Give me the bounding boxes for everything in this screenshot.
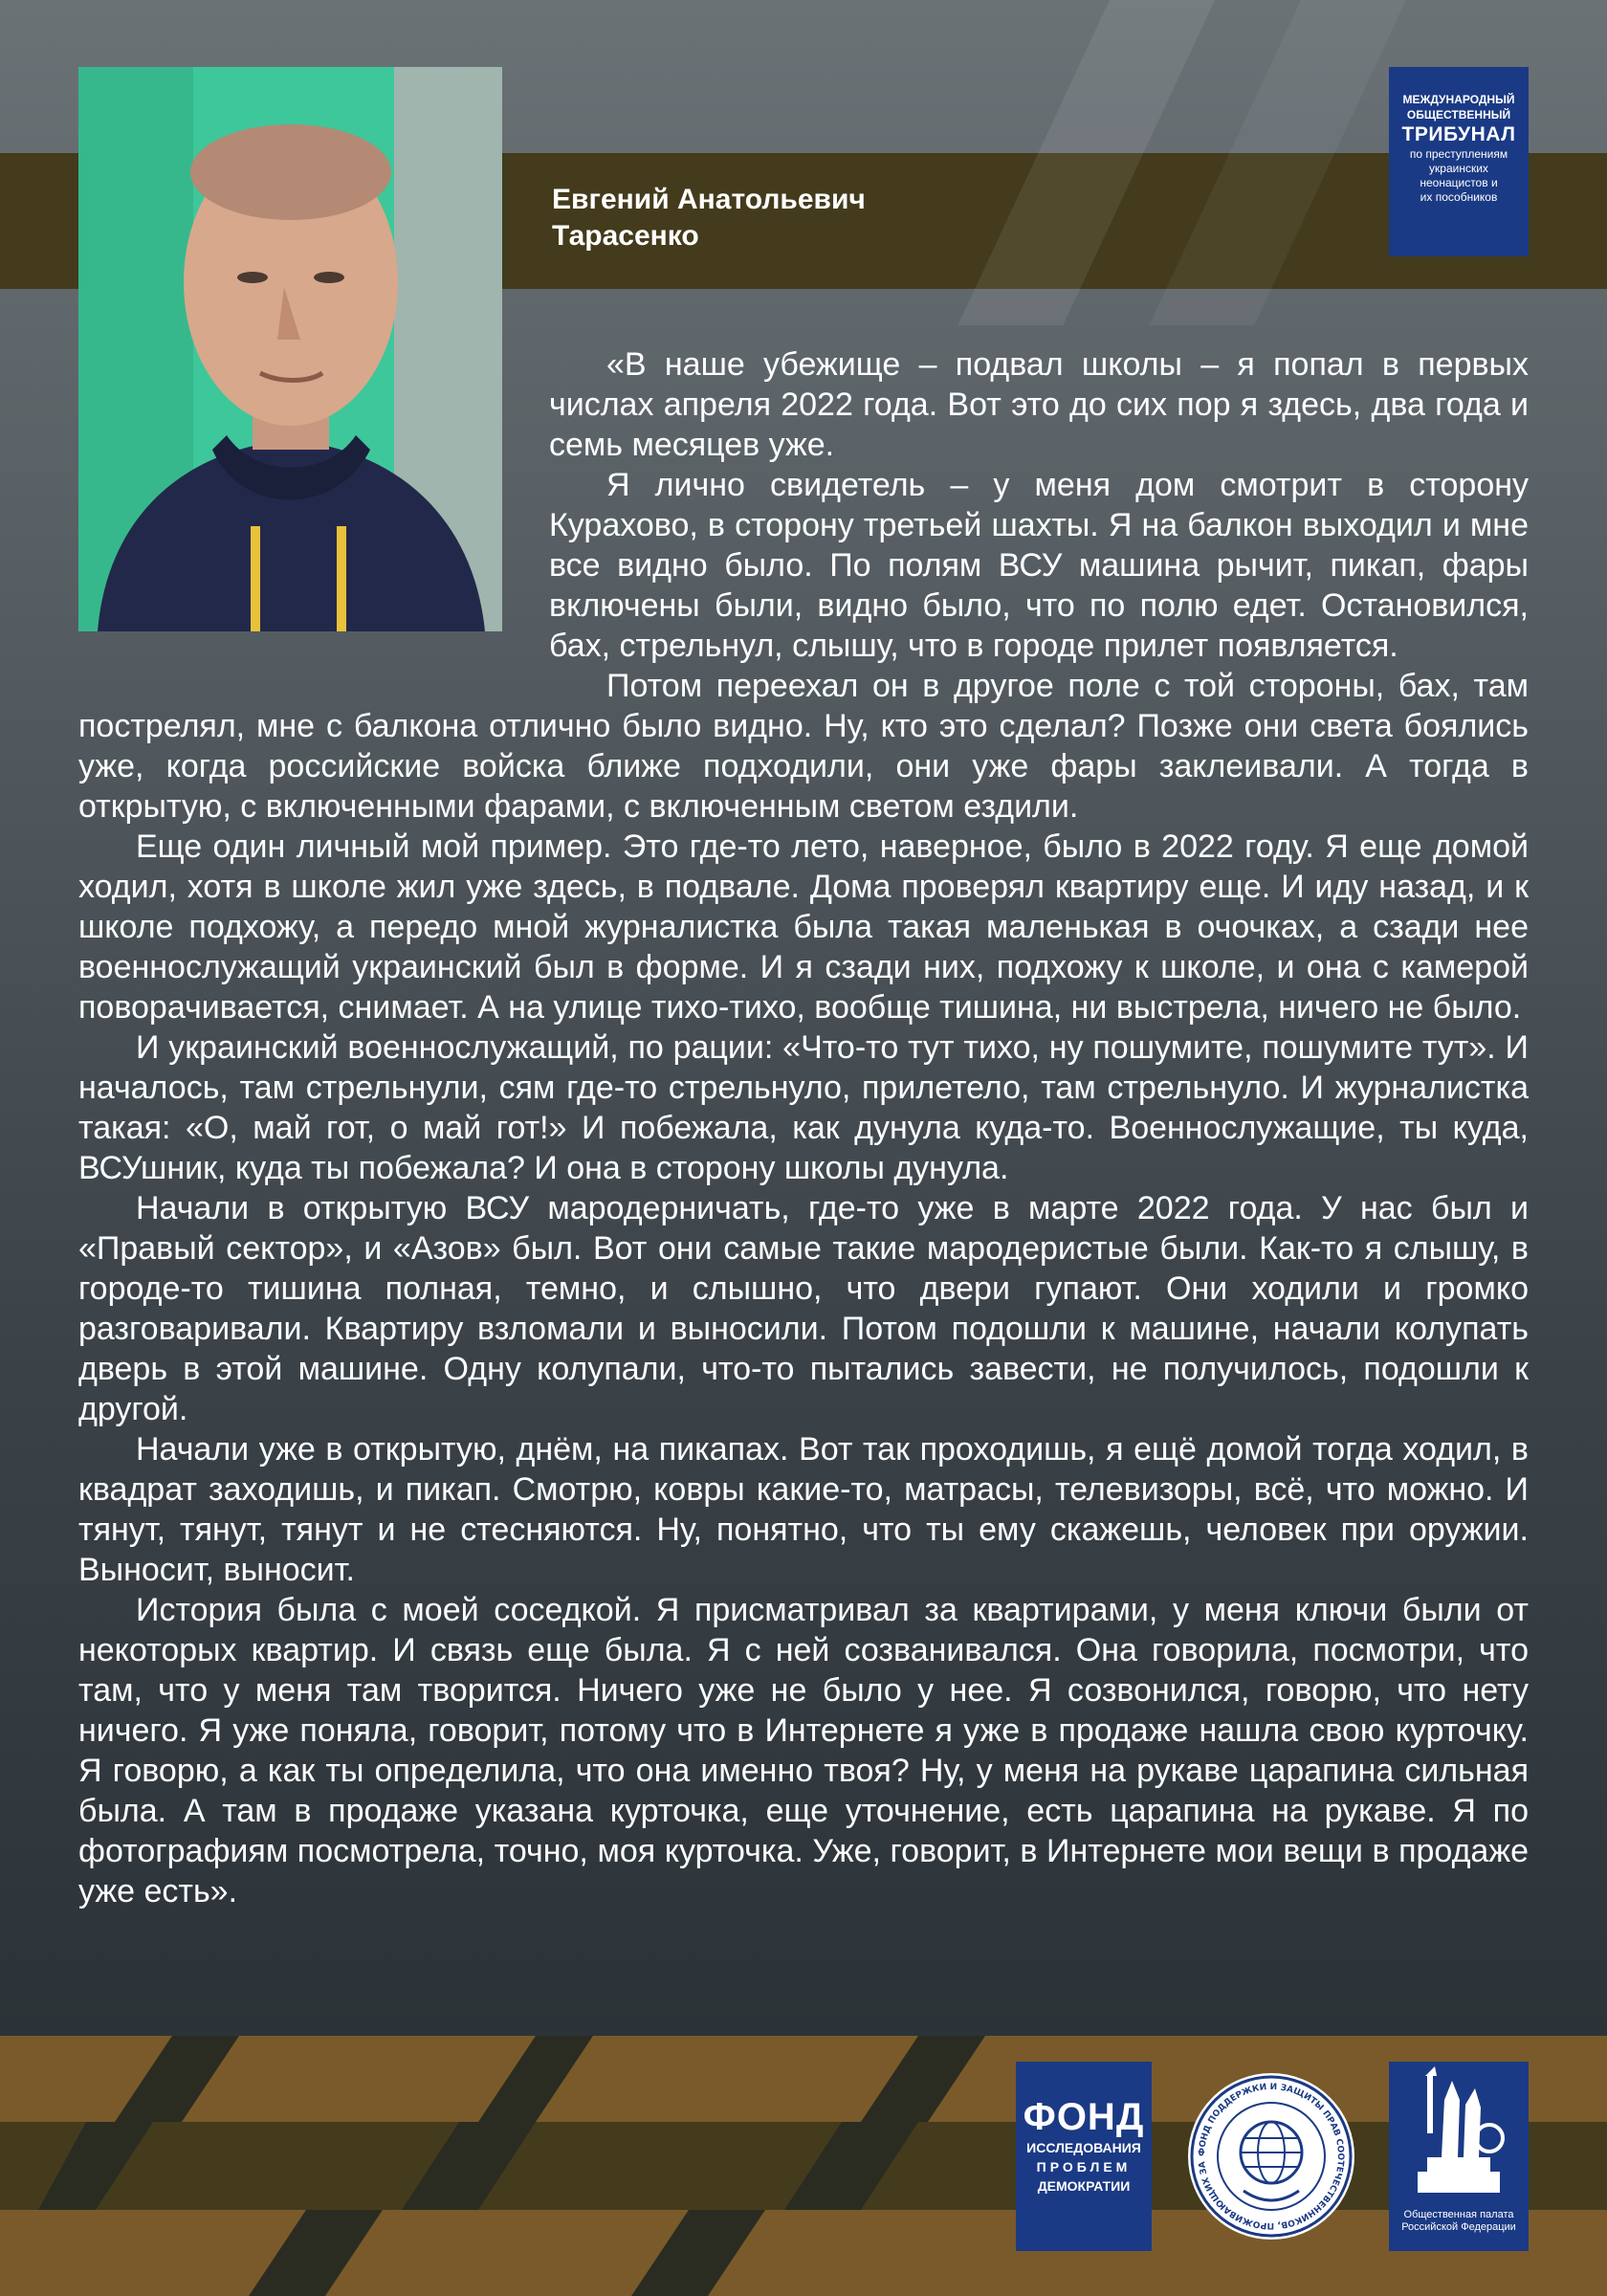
tribunal-logo-line1: МЕЖДУНАРОДНЫЙ (1402, 93, 1515, 106)
testimony-paragraph: «В наше убежище – подвал школы – я попал в первых числах апреля 2022 года. Вот это до сих пор я здесь, два года и семь месяцев уже. (549, 346, 1529, 463)
tribunal-logo-line3: ТРИБУНАЛ (1401, 123, 1516, 145)
testimony-paragraph: Начали уже в открытую, днём, на пикапах. Вот так проходишь, я ещё домой тогда ходил, в квадрат заходишь, и пикап. Смотрю, ковры какие-то, матрасы, телевизоры, всё, что можно. И тянут, тянут, тянут и не стесняются. Ну, понятно, что ты ему скажешь, человек при оружии. Выносит, выносит. (78, 1431, 1529, 1588)
testimony-paragraph: История была с моей соседкой. Я присматривал за квартирами, у меня ключи были от некоторых квартир. И связь еще была. Я с ней созванивался. Она говорила, посмотри, что там, что у меня там творится. Ничего уже не было у нее. Я созвонился, говорю, что нету ничего. Я уже поняла, говорит, потому что в Интернете я уже в продаже нашла свою курточку. Я говорю, а как ты определила, что она именно твоя? Ну, у меня на рукаве царапина сильная была. А там в продаже указана курточка, еще уточнение, есть царапина на рукаве. Я по фотографиям посмотрела, точно, моя курточка. Уже, говорит, в Интернете мои вещи в продаже уже есть». (78, 1592, 1529, 1910)
seal-text: ФОНД ПОДДЕРЖКИ И ЗАЩИТЫ ПРАВ СООТЕЧЕСТВЕННИКОВ, ПРОЖИВАЮЩИХ ЗА (1197, 2082, 1346, 2231)
civic-chamber-logo (1389, 2062, 1529, 2251)
testimony-text (78, 344, 1529, 1911)
photo-wrap-spacer (78, 344, 549, 685)
civic-chamber-text: Общественная палата Российской Федерации (1401, 2209, 1516, 2233)
compatriots-fund-seal (1186, 2071, 1356, 2241)
fond-logo-line1: ФОНД (1023, 2096, 1145, 2138)
tribunal-logo-line2: ОБЩЕСТВЕННЫЙ (1406, 108, 1511, 121)
fond-logo-line2: ИССЛЕДОВАНИЯ (1026, 2140, 1141, 2155)
tribunal-logo-line4: по преступлениям (1409, 147, 1508, 161)
fond-logo (1016, 2062, 1152, 2251)
footer-band (0, 2036, 1607, 2296)
testimony-paragraph: Еще один личный мой пример. Это где-то лето, наверное, было в 2022 году. Я еще домой ходил, хотя в школе жил уже здесь, в подвале. Дома проверял квартиру еще. И иду назад, и к школе подхожу, а передо мной журналистка была такая маленькая в очочках, а сзади нее военнослужащий украинский был в форме. И я сзади них, подхожу к школе, и она с камерой поворачивается, снимает. А на улице тихо-тихо, вообще тишина, ни выстрела, ничего не было. (78, 828, 1529, 1026)
testimony-paragraph: Начали в открытую ВСУ мародерничать, где-то уже в марте 2022 года. У нас был и «Правый сектор», и «Азов» был. Вот они самые такие мародеристые были. Как-то я слышу, в городе-то тишина полная, темно, и слышно, что двери гупают. Они ходили и громко разговаривали. Квартиру взломали и выносили. Потом подошли к машине, начали колупать дверь в этой машине. Одну колупали, что-то пытались завести, не получилось, подошли к другой. (78, 1190, 1529, 1427)
tribunal-logo-line5: украинских (1429, 162, 1488, 175)
footer-chevron-pattern (0, 2036, 1607, 2296)
testimony-paragraph: И украинский военнослужащий, по рации: «Что-то тут тихо, ну пошумите, пошумите тут». И началось, там стрельнули, сям где-то стрельнуло, прилетело, там стрельнуло. И журналистка такая: «О, май гот, о май гот!» И побежала, как дунула куда-то. Военнослужащие, ты куда, ВСУшник, куда ты побежала? И она в сторону школы дунула. (78, 1029, 1529, 1186)
testimony-paragraph: Я лично свидетель – у меня дом смотрит в сторону Курахово, в сторону третьей шахты. Я на балкон выходил и мне все видно было. По полям ВСУ машина рычит, пикап, фары включены были, видно было, что по полю едет. Остановился, бах, стрельнул, слышу, что в городе прилет появляется. (549, 467, 1529, 664)
testimony-paragraph: Потом переехал он в другое поле с той стороны, бах, там пострелял, мне с балкона отлично было видно. Ну, кто это сделал? Позже они света боялись уже, когда российские войска ближе подходили, они уже фары заклеивали. А тогда в открытую, с включенными фарами, с включенным светом ездили. (78, 668, 1529, 825)
person-name-line1: Евгений Анатольевич (552, 184, 866, 215)
person-name (552, 182, 1030, 254)
fond-logo-line4: ДЕМОКРАТИИ (1037, 2178, 1131, 2194)
tribunal-logo (1389, 67, 1529, 256)
person-name-line2: Тарасенко (552, 220, 699, 252)
monument-icon (1389, 2062, 1529, 2205)
fond-logo-line3: ПРОБЛЕМ (1036, 2159, 1132, 2175)
tribunal-logo-line6: неонацистов и (1420, 176, 1498, 189)
tribunal-logo-line7: их пособников (1420, 190, 1498, 204)
